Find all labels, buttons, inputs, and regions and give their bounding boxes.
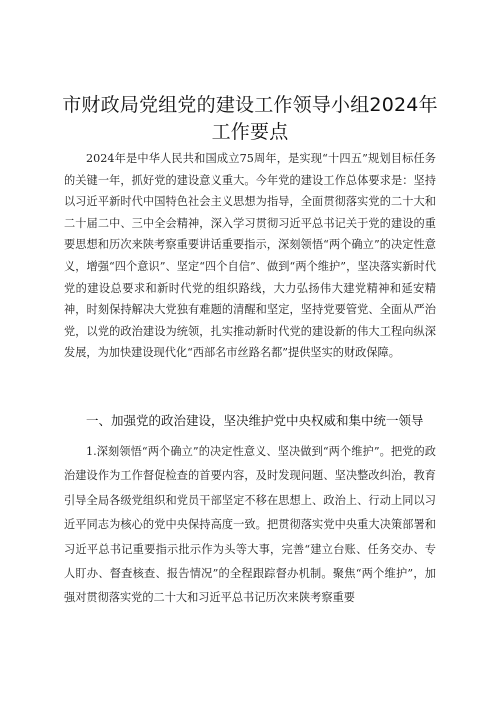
document-title-line-2: 工作要点 bbox=[211, 121, 289, 143]
section-heading-1: 一、加强党的政治建设，坚决维护党中央权威和集中统一领导 bbox=[86, 413, 424, 428]
intro-paragraph: 2024年是中华人民共和国成立75周年，是实现“十四五”规划目标任务的关键一年，抓好党的建设意义重大。今年党的建设工作总体要求是：坚持以习近平新时代中国特色社会主义思想为指导，全面贯彻落实党的二十大和二十届二中、三中全会精神，深入学习贯彻习近平总书记关于党的建设的重要思想和历次来陕考察重要讲话重要指示，深刻领悟“两个确立”的决定性意义，增强“四个意识”、坚定“四个自信”、做到“两个维护”，坚决落实新时代党的建设总要求和新时代党的组织路线，大力弘扬伟大建党精神和延安精神，时刻保持解决大党独有难题的清醒和坚定，坚持党要管党、全面从严治党，以党的政治建设为统领，扎实推动新时代党的建设新的伟大工程向纵深发展，为加快建设现代化“西部名市丝路名都”提供坚实的财政保障。 bbox=[64, 152, 436, 360]
document-title-line-1: 市财政局党组党的建设工作领导小组2024年 bbox=[62, 94, 438, 116]
document-title bbox=[60, 92, 440, 146]
item-1-paragraph: 1.深刻领悟“两个确立”的决定性意义、坚决做到“两个维护”。把党的政治建设作为工作督促检查的首要内容，及时发现问题、坚决整改纠治，教育引导全局各级党组织和党员干部坚定不移在思想上、政治上、行动上同以习近平同志为核心的党中央保持高度一致。把贯彻落实党中央重大决策部署和习近平总书记重要指示批示作为头等大事，完善“建立台账、任务交办、专人盯办、督査核查、报告情况”的全程跟踪督办机制。聚焦“两个维护”，加强对贯彻落实党的二十大和习近平总书记历次来陕考察重要 bbox=[64, 445, 436, 605]
